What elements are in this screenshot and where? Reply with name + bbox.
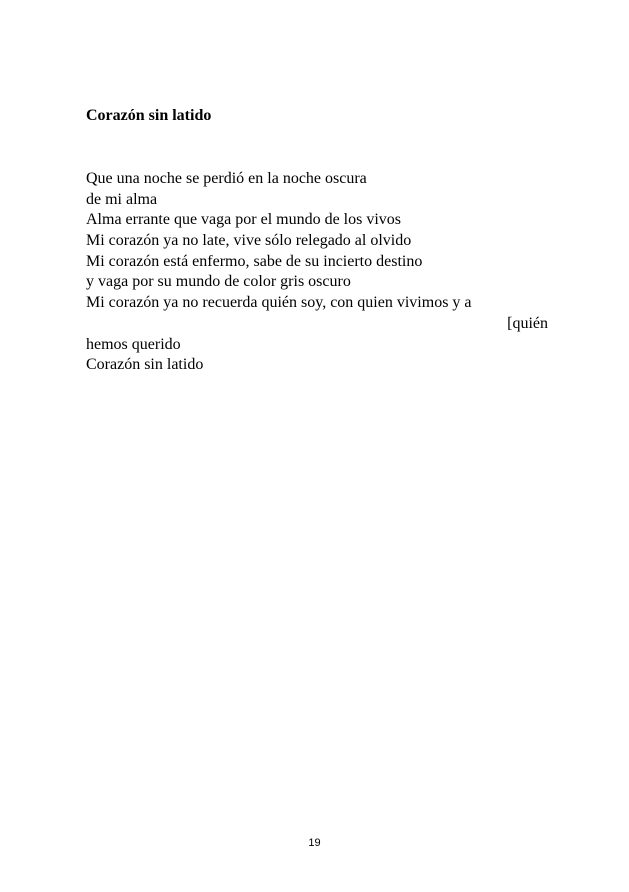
- poem-line: Corazón sin latido: [86, 356, 204, 374]
- poem-body: [86, 169, 556, 376]
- poem-line: de mi alma: [86, 190, 158, 208]
- poem-title: Corazón sin latido: [86, 107, 212, 124]
- poem-line: y vaga por su mundo de color gris oscuro: [86, 273, 351, 291]
- poem-line: hemos querido: [86, 335, 181, 353]
- poem-line: Mi corazón está enfermo, sabe de su incierto destino: [86, 252, 423, 270]
- poem-line-continuation: [quién: [507, 314, 548, 332]
- page-number: 19: [308, 837, 321, 849]
- poem-line: Mi corazón ya no recuerda quién soy, con quien vivimos y a: [86, 294, 472, 312]
- poem-line: Que una noche se perdió en la noche oscura: [86, 170, 367, 187]
- poem-line: Mi corazón ya no late, vive sólo relegado al olvido: [86, 232, 412, 250]
- poem-line: Alma errante que vaga por el mundo de los vivos: [86, 211, 402, 229]
